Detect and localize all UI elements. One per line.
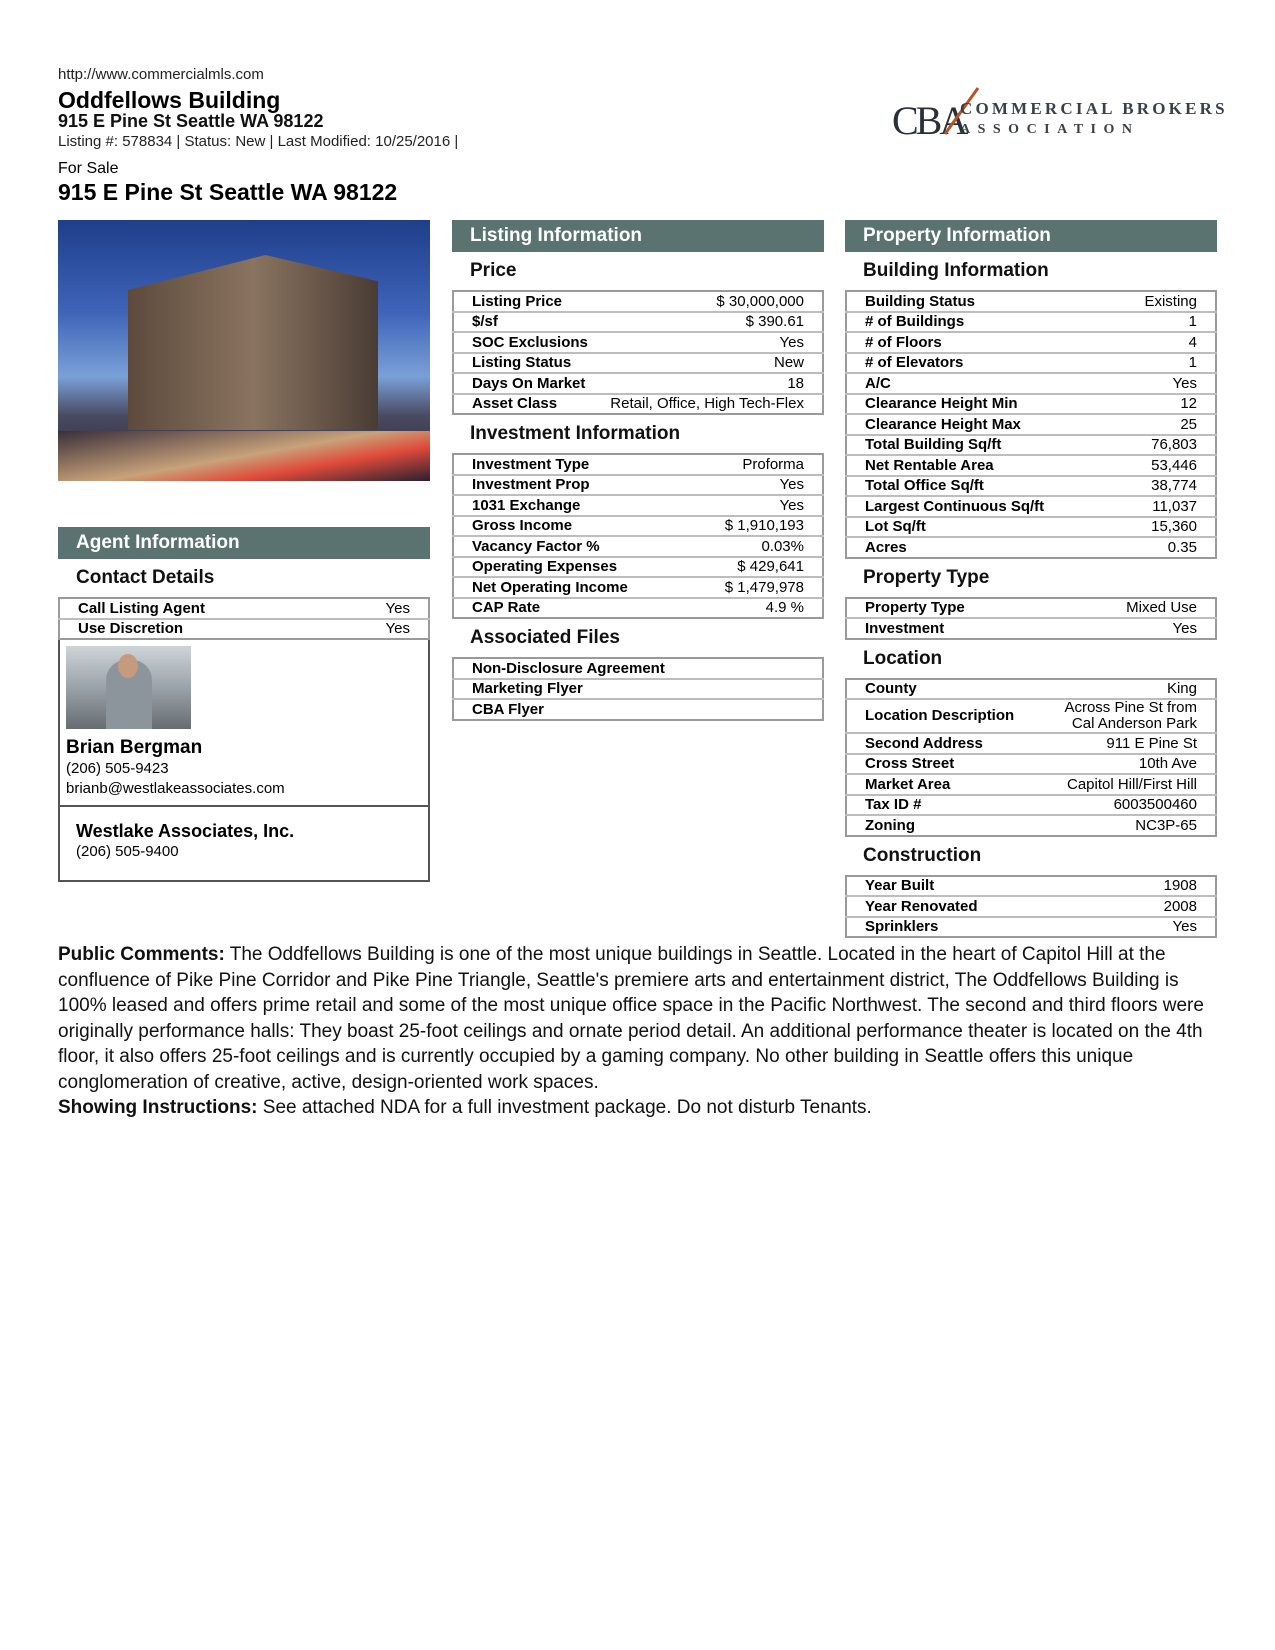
row-value: 2008 [1090,896,1216,917]
row-value: 911 E Pine St [1026,733,1216,754]
agent-information-bar: Agent Information [58,527,430,559]
property-type-heading: Property Type [863,566,990,588]
associated-files-table [452,657,824,721]
public-comments-label: Public Comments: [58,944,225,965]
row-label: Largest Continuous Sq/ft [846,496,1102,517]
row-value: Yes [385,620,410,638]
row-value: 38,774 [1102,476,1216,497]
agent-email[interactable]: brianb@westlakeassociates.com [66,780,285,797]
row-value: Retail, Office, High Tech-Flex [610,395,804,413]
row-value: $ 390.61 [592,312,823,333]
row-value: Proforma [677,454,823,475]
table-row [846,699,1216,733]
row-value: 12 [1102,394,1216,415]
table-row [846,917,1216,938]
listing-address: 915 E Pine St Seattle WA 98122 [58,111,324,131]
row-value: $ 1,910,193 [677,516,823,537]
table-row [846,537,1216,558]
table-row [453,373,823,394]
row-label: Second Address [846,733,1026,754]
row-value: 15,360 [1102,517,1216,538]
row-value: 0.35 [1167,538,1197,556]
table-row [59,619,429,640]
row-value: 53,446 [1102,455,1216,476]
table-row [453,536,823,557]
row-value: $ 429,641 [677,557,823,578]
construction-heading: Construction [863,844,982,866]
row-value: 1908 [1090,876,1216,897]
property-photo [58,220,430,481]
row-label: Asset Class [472,395,558,413]
row-label: Building Status [846,291,1102,312]
left-column [58,220,430,882]
table-row [846,312,1216,333]
row-label: Investment Prop [453,475,677,496]
file-link[interactable] [453,679,823,700]
listing-title: Oddfellows Building [58,87,281,113]
row-value: Yes [1172,918,1197,936]
row-value [769,679,823,700]
table-row [59,598,429,619]
row-label: CAP Rate [472,599,541,617]
row-label: Lot Sq/ft [846,517,1102,538]
row-label: Days On Market [453,373,592,394]
investment-information-heading: Investment Information [470,423,681,444]
row-label: Investment [865,619,945,637]
company-name: Westlake Associates, Inc. [76,821,295,841]
company-card [58,807,430,882]
row-value: Existing [1102,291,1216,312]
row-value: Yes [321,598,429,619]
table-row [453,557,823,578]
table-row [846,496,1216,517]
table-row [846,435,1216,456]
construction-table [845,875,1217,939]
row-label: Listing Status [453,353,592,374]
table-row [453,495,823,516]
property-information-bar: Property Information [845,220,1217,252]
row-value: 11,037 [1102,496,1216,517]
table-row [453,516,823,537]
row-label: Total Building Sq/ft [846,435,1102,456]
table-row [453,598,823,619]
row-value: 6003500460 [1026,795,1216,816]
table-row [846,754,1216,775]
showing-instructions-label: Showing Instructions: [58,1097,258,1118]
table-row [453,394,823,415]
row-label: Cross Street [846,754,1026,775]
row-label[interactable]: Non-Disclosure Agreement [453,658,769,679]
investment-information-table [452,453,824,619]
table-row [846,598,1216,619]
listing-column [452,220,824,721]
row-label: Property Type [846,598,1043,619]
row-value: Yes [1102,373,1216,394]
table-row [453,291,823,312]
company-phone[interactable]: (206) 505-9400 [76,843,179,860]
agent-phone[interactable]: (206) 505-9423 [66,760,169,777]
row-value: 4.9 % [765,599,804,617]
row-label: Clearance Height Max [846,414,1102,435]
row-value: 25 [1102,414,1216,435]
table-row [846,896,1216,917]
table-row [846,353,1216,374]
row-value: Capitol Hill/First Hill [1026,774,1216,795]
row-label: # of Floors [846,332,1102,353]
row-value: $ 30,000,000 [592,291,823,312]
row-label[interactable]: CBA Flyer [472,700,544,718]
row-label: Call Listing Agent [59,598,321,619]
row-value: 18 [592,373,823,394]
price-table [452,290,824,415]
associated-files-heading: Associated Files [470,627,620,648]
contact-table [58,597,430,640]
row-label: Acres [865,538,907,556]
table-row [846,517,1216,538]
row-value: 10th Ave [1026,754,1216,775]
property-column [845,220,1217,938]
row-label: Gross Income [453,516,677,537]
property-type-table [845,597,1217,640]
row-value: Yes [677,495,823,516]
public-comments-text: The Oddfellows Building is one of the most unique buildings in Seattle. Located in the heart of Capitol Hill at the confluence of Pike Pine Corridor and Pike Pine Triangle, Seattle's premiere arts and entertainment district, The Oddfellows Building is 100% leased and offers prime retail and some of the most unique office space in the Pacific Northwest. The second and third floors were originally performance halls: They boast 25-foot ceilings and ornate period detail. An additional performance theater is located on the 4th floor, it also offers 25-foot ceilings and is currently occupied by a gaming company. No other building in Seattle offers this unique conglomeration of creative, active, design-oriented work spaces. [58,944,1204,1093]
table-row [846,476,1216,497]
agent-card [58,640,430,807]
building-information-heading: Building Information [863,260,1049,281]
listing-address-large: 915 E Pine St Seattle WA 98122 [58,179,398,205]
table-row [846,373,1216,394]
table-row [846,733,1216,754]
row-value: King [1026,679,1216,700]
row-label: Sprinklers [865,918,939,936]
row-label[interactable]: Marketing Flyer [453,679,769,700]
row-label: Vacancy Factor % [453,536,677,557]
sale-type: For Sale [58,160,119,177]
table-row [453,332,823,353]
location-table [845,678,1217,837]
table-row [846,774,1216,795]
file-link[interactable] [453,699,823,720]
row-value: Yes [677,475,823,496]
table-row [453,475,823,496]
table-row [846,618,1216,639]
avatar [66,646,191,729]
table-row [846,332,1216,353]
row-label: Year Built [846,876,1090,897]
row-value: Mixed Use [1043,598,1216,619]
row-value: New [592,353,823,374]
row-label: Use Discretion [78,620,184,638]
table-row [453,577,823,598]
row-value: $ 1,479,978 [677,577,823,598]
row-label: Year Renovated [846,896,1090,917]
table-row [846,414,1216,435]
row-value: 1 [1102,353,1216,374]
table-row [453,312,823,333]
table-row [846,815,1216,836]
showing-instructions-text: See attached NDA for a full investment package. Do not disturb Tenants. [257,1097,872,1118]
row-label: Tax ID # [846,795,1026,816]
row-label: # of Buildings [846,312,1102,333]
row-label: Market Area [846,774,1026,795]
row-value: 0.03% [677,536,823,557]
row-label: County [846,679,1026,700]
building-information-table [845,290,1217,559]
table-row [846,876,1216,897]
svg-text:COMMERCIAL BROKERS: COMMERCIAL BROKERS [960,99,1228,118]
svg-text:ASSOCIATION: ASSOCIATION [960,122,1140,137]
row-value: Across Pine St from Cal Anderson Park [1026,699,1216,733]
row-label: 1031 Exchange [453,495,677,516]
location-heading: Location [863,647,943,669]
row-label: Net Operating Income [453,577,677,598]
row-label: Net Rentable Area [846,455,1102,476]
row-label: Location Description [846,699,1026,733]
row-label: Investment Type [453,454,677,475]
table-row [453,454,823,475]
row-label: # of Elevators [846,353,1102,374]
row-label: Listing Price [453,291,592,312]
row-value: NC3P-65 [1135,816,1197,834]
listing-meta: Listing #: 578834 | Status: New | Last Modified: 10/25/2016 | [58,133,459,150]
row-label: $/sf [453,312,592,333]
row-label: Operating Expenses [453,557,677,578]
row-value: Yes [592,332,823,353]
row-label: Clearance Height Min [846,394,1102,415]
cba-logo [890,84,1230,140]
contact-details-heading: Contact Details [76,567,215,588]
row-value: 4 [1102,332,1216,353]
row-label: SOC Exclusions [453,332,592,353]
table-row [846,795,1216,816]
listing-information-bar: Listing Information [452,220,824,252]
file-link[interactable] [453,658,823,679]
comments [58,942,1220,1121]
table-row [846,679,1216,700]
table-row [846,455,1216,476]
row-value [769,699,823,720]
row-label: A/C [846,373,1102,394]
row-label: Zoning [865,816,915,834]
table-row [453,353,823,374]
source-url[interactable]: http://www.commercialmls.com [58,66,264,83]
row-label: Total Office Sq/ft [846,476,1102,497]
row-value: Yes [1172,619,1197,637]
agent-name: Brian Bergman [66,737,203,758]
table-row [846,394,1216,415]
row-value: 76,803 [1102,435,1216,456]
svg-text:CBA: CBA [892,98,966,140]
row-value: 1 [1102,312,1216,333]
price-heading: Price [470,260,517,281]
table-row [846,291,1216,312]
row-value [769,658,823,679]
